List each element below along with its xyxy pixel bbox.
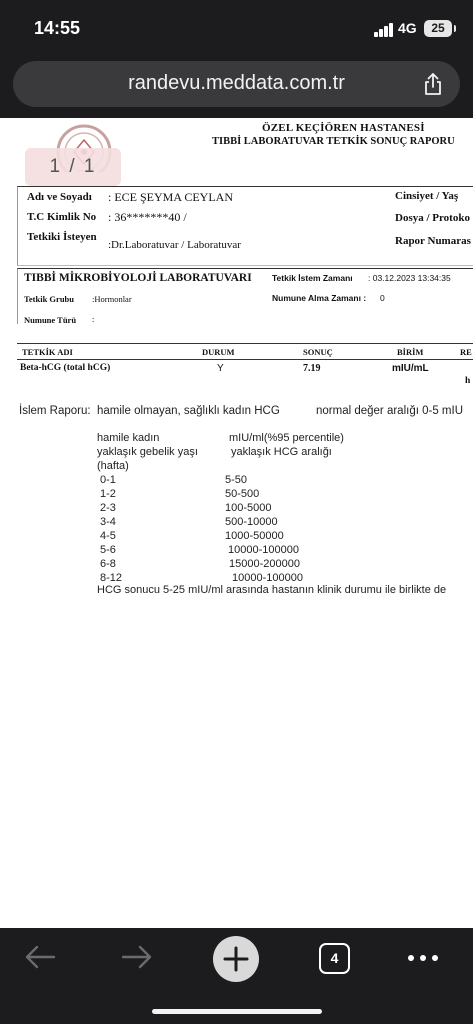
table-top-rule: [17, 343, 473, 344]
lab-title: TIBBİ MİKROBİYOLOJİ LABORATUVARI: [24, 272, 252, 284]
report-page: [0, 118, 473, 928]
row-reference: h: [465, 376, 471, 386]
group-value: :Hormonlar: [92, 294, 132, 304]
row-test-name: Beta-hCG (total hCG): [20, 363, 111, 373]
sample-type-label: Numune Türü: [24, 315, 77, 325]
plus-icon: [213, 936, 259, 982]
range-week: 8-12: [100, 572, 123, 584]
table-header-rule: [17, 359, 473, 360]
share-icon[interactable]: [422, 72, 444, 96]
sample-type-value: :: [92, 314, 95, 324]
address-bar[interactable]: [13, 61, 460, 107]
col-unit: BİRİM: [397, 347, 424, 357]
more-icon[interactable]: [406, 948, 440, 968]
requester-value: :Dr.Laboratuvar / Laboratuvar: [108, 239, 241, 251]
network-type: 4G: [398, 20, 417, 36]
range-value: 1000-50000: [225, 530, 284, 542]
group-label: Tetkik Grubu: [24, 294, 74, 304]
range-week: 3-4: [100, 516, 116, 528]
signal-icon: [374, 23, 394, 37]
row-status: Y: [217, 363, 224, 374]
tabs-button[interactable]: 4: [319, 943, 350, 974]
range-week: 2-3: [100, 502, 116, 514]
col-test-name: TETKİK ADI: [22, 347, 73, 357]
col-result: SONUÇ: [303, 347, 333, 357]
report-no-label: Rapor Numaras: [395, 235, 471, 247]
week-label: (hafta): [97, 460, 129, 472]
hospital-name: ÖZEL KEÇİÖREN HASTANESİ: [262, 122, 425, 134]
report-line1: hamile olmayan, sağlıklı kadın HCG: [97, 405, 280, 417]
page-indicator: 1 / 1: [25, 148, 121, 186]
report-label: İslem Raporu:: [19, 405, 91, 417]
range-value: 500-10000: [225, 516, 278, 528]
range-week: 6-8: [100, 558, 116, 570]
request-time-value: : 03.12.2023 13:34:35: [368, 273, 451, 283]
range-value: 5-50: [225, 474, 248, 486]
range-week: 0-1: [100, 474, 116, 486]
patient-name-label: Adı ve Soyadı: [27, 191, 92, 203]
hcg-range-label: yaklaşık HCG aralığı: [231, 446, 332, 458]
range-week: 5-6: [100, 544, 116, 556]
browser-toolbar: [0, 928, 473, 1024]
url-text[interactable]: randevu.meddata.com.tr: [128, 72, 345, 94]
file-label: Dosya / Protoko: [395, 212, 470, 224]
col-reference: RE: [460, 347, 472, 357]
range-value: 10000-100000: [232, 572, 303, 584]
range-value: 50-500: [225, 488, 260, 500]
range-week: 1-2: [100, 488, 116, 500]
back-arrow-icon[interactable]: [20, 942, 60, 972]
range-week: 4-5: [100, 530, 116, 542]
col-status: DURUM: [202, 347, 235, 357]
range-value: 10000-100000: [228, 544, 299, 556]
row-result: 7.19: [303, 363, 321, 374]
new-tab-button[interactable]: [213, 936, 259, 982]
tc-label: T.C Kimlik No: [27, 211, 97, 223]
status-time: 14:55: [34, 18, 81, 38]
forward-arrow-icon[interactable]: [117, 942, 157, 972]
tc-value: : 36*******40 /: [108, 210, 187, 224]
row-unit: mIU/mL: [392, 363, 429, 374]
home-indicator: [152, 1009, 322, 1014]
range-value: 15000-200000: [229, 558, 300, 570]
report-line1-right: normal değer aralığı 0-5 mIU: [316, 405, 464, 417]
battery-icon: 25: [424, 20, 452, 37]
requester-label: Tetkiki İsteyen: [27, 231, 97, 243]
gender-age-label: Cinsiyet / Yaş: [395, 190, 459, 202]
status-bar: [0, 0, 473, 58]
sample-time-label: Numune Alma Zamanı :: [272, 293, 367, 303]
patient-name-value: : ECE ŞEYMA CEYLAN: [108, 190, 234, 204]
report-title: TIBBİ LABORATUVAR TETKİK SONUÇ RAPORU: [212, 136, 455, 147]
range-value: 100-5000: [225, 502, 272, 514]
report-footer: HCG sonucu 5-25 mIU/ml arasında hastanın klinik durumu ile birlikte de: [97, 584, 447, 596]
sample-time-value: 0: [380, 293, 385, 303]
age-label: yaklaşık gebelik yaşı: [97, 446, 198, 458]
request-time-label: Tetkik İstem Zamanı: [272, 273, 353, 283]
pregnant-unit: mIU/ml(%95 percentile): [229, 432, 344, 444]
pregnant-label: hamile kadın: [97, 432, 160, 444]
